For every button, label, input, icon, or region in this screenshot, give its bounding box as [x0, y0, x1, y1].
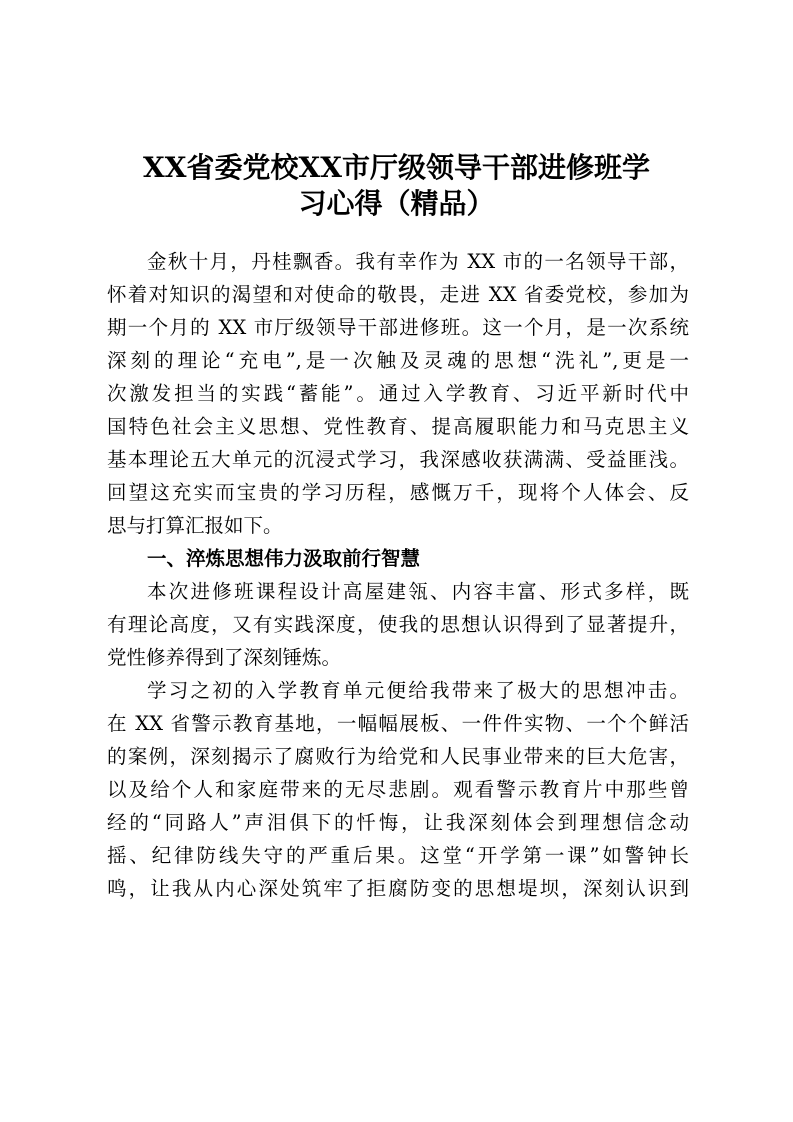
text-line: 次激发担当的实践“蓄能”。通过入学教育、习近平新时代中 — [107, 382, 689, 405]
text-line: 一、淬炼思想伟力汲取前行智慧 — [147, 547, 421, 570]
text-line: 基本理论五大单元的沉浸式学习，我深感收获满满、受益匪浅。 — [107, 448, 689, 471]
paragraph — [107, 674, 689, 905]
paragraph — [107, 575, 689, 674]
text-line: 国特色社会主义思想、党性教育、提高履职能力和马克思主义 — [107, 415, 689, 438]
text-line: 党性修养得到了深刻锤炼。 — [107, 646, 342, 669]
text-line: 摇、纪律防线失守的严重后果。这堂“开学第一课”如警钟长 — [107, 844, 689, 867]
document-title — [100, 150, 693, 222]
text-line: 思与打算汇报如下。 — [107, 514, 283, 537]
text-line: 以及给个人和家庭带来的无尽悲剧。观看警示教育片中那些曾 — [107, 778, 689, 801]
text-line: 有理论高度，又有实践深度，使我的思想认识得到了显著提升， — [107, 613, 689, 636]
text-line: 金秋十月，丹桂飘香。我有幸作为 XX 市的一名领导干部， — [147, 250, 689, 273]
text-line: 深刻的理论“充电”,是一次触及灵魂的思想“洗礼”,更是一 — [107, 349, 689, 372]
title-line-1: XX省委党校XX市厅级领导干部进修班学 — [143, 151, 650, 184]
text-line: 回望这充实而宝贵的学习历程，感慨万千，现将个人体会、反 — [107, 481, 689, 504]
text-line: 学习之初的入学教育单元便给我带来了极大的思想冲击。 — [147, 679, 689, 702]
text-line: 期一个月的 XX 市厅级领导干部进修班。这一个月，是一次系统 — [107, 316, 689, 339]
title-line-2: 习心得（精品） — [298, 187, 495, 220]
document-body — [107, 245, 689, 905]
text-line: 在 XX 省警示教育基地，一幅幅展板、一件件实物、一个个鲜活 — [107, 712, 689, 735]
text-line: 经的“同路人”声泪俱下的忏悔，让我深刻体会到理想信念动 — [107, 811, 689, 834]
paragraph — [107, 245, 689, 542]
text-line: 的案例，深刻揭示了腐败行为给党和人民事业带来的巨大危害， — [107, 745, 689, 768]
text-line: 鸣，让我从内心深处筑牢了拒腐防变的思想堤坝，深刻认识到 — [107, 877, 689, 900]
text-line: 本次进修班课程设计高屋建瓴、内容丰富、形式多样，既 — [147, 580, 689, 603]
section-heading — [107, 542, 689, 575]
text-line: 怀着对知识的渴望和对使命的敬畏，走进 XX 省委党校，参加为 — [107, 283, 689, 306]
